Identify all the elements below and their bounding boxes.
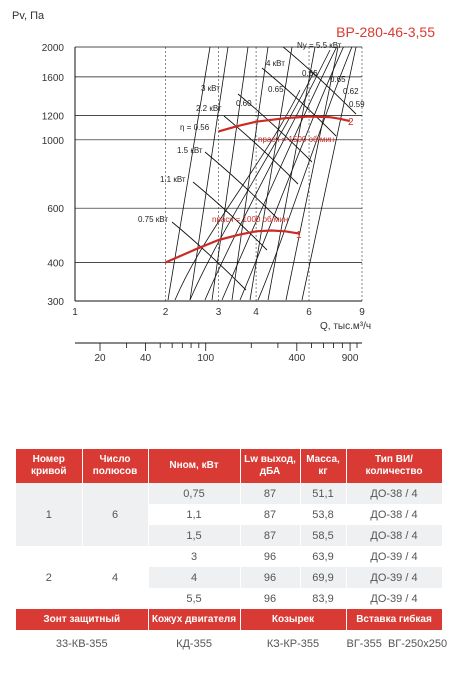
mass-cell: 83,9 [300, 588, 346, 609]
secondary-scale-label: 40 [139, 353, 152, 364]
noise-cell: 96 [240, 567, 300, 588]
y-tick-label: 2000 [41, 43, 64, 54]
efficiency-label: 0.66 [302, 69, 318, 78]
header-poles: Число полюсов [82, 449, 148, 483]
accessory-header-row [16, 609, 442, 630]
curve-1-speed-label: nрасч = 1000 об/мин [212, 215, 289, 224]
plot-labels [138, 41, 365, 241]
x-axis-label: Q, тыс.м³/ч [320, 321, 372, 332]
y-tick-label: 300 [47, 297, 64, 308]
flex-insert-value-2: ВГ-250х250 [387, 638, 448, 650]
efficiency-label: 0.62 [343, 87, 359, 96]
power-cell: 4 [148, 567, 240, 588]
power-label: 4 кВт [266, 59, 285, 68]
noise-cell: 87 [240, 504, 300, 525]
efficiency-label: 0.65 [330, 75, 346, 84]
y-tick-label: 1600 [41, 72, 64, 84]
y-tick-label: 1000 [41, 135, 64, 147]
header-noise: Lw выход, дБА [240, 449, 300, 483]
noise-cell: 96 [240, 588, 300, 609]
noise-cell: 87 [240, 483, 300, 504]
x-tick-label: 9 [359, 307, 365, 318]
vi-type-cell: ДО-39 / 4 [346, 588, 442, 609]
efficiency-label: 0.65 [268, 85, 284, 94]
x-tick-label: 3 [215, 307, 222, 318]
power-cell: 1,1 [148, 504, 240, 525]
power-cell: 3 [148, 546, 240, 567]
y-axis-label: Pv, Па [12, 10, 45, 22]
curve-1-number: 1 [296, 230, 302, 241]
accessory-value-row [16, 630, 442, 658]
power-label: 1.5 кВт [177, 146, 203, 155]
power-label: 2.2 кВт [196, 104, 222, 113]
secondary-scale-label: 20 [94, 353, 106, 364]
mass-cell: 63,9 [300, 546, 346, 567]
power-label: 3 кВт [201, 84, 220, 93]
mass-cell: 69,9 [300, 567, 346, 588]
curve-number-cell: 1 [16, 483, 82, 546]
power-cell: 5,5 [148, 588, 240, 609]
curve-number-cell: 2 [16, 546, 82, 609]
vi-type-cell: ДО-38 / 4 [346, 504, 442, 525]
vi-type-cell: ДО-39 / 4 [346, 546, 442, 567]
header-motor-casing: Кожух двигателя [148, 609, 240, 630]
specification-table [16, 449, 448, 658]
motor-casing-cell: КД-355 [148, 630, 240, 658]
table-row [16, 483, 442, 504]
umbrella-cell: 33-КВ-355 [16, 630, 148, 658]
power-label: 1.1 кВт [160, 175, 186, 184]
mass-cell: 53,8 [300, 504, 346, 525]
efficiency-label: 0.59 [349, 100, 365, 109]
noise-cell: 96 [240, 546, 300, 567]
header-power: Nном, кВт [148, 449, 240, 483]
y-tick-label: 600 [47, 204, 64, 216]
vi-type-cell: ДО-39 / 4 [346, 567, 442, 588]
efficiency-lines [168, 47, 356, 300]
secondary-scale-label: 400 [288, 353, 306, 364]
x-tick-label: 1 [72, 307, 78, 318]
visor-cell: КЗ-КР-355 [240, 630, 346, 658]
fan-curve-line [240, 12, 360, 300]
header-umbrella: Зонт защитный [16, 609, 148, 630]
power-label: 0.75 кВт [138, 215, 169, 224]
header-visor: Козырек [240, 609, 346, 630]
efficiency-label: η = 0.56 [180, 123, 210, 132]
efficiency-line [232, 47, 268, 300]
efficiency-line [302, 47, 356, 300]
power-label: Ny = 5.5 кВт [297, 41, 342, 50]
x-tick-label: 6 [306, 307, 312, 318]
curve-2-speed-label: nрасч = 1500 об/мин [258, 135, 335, 144]
y-tick-label: 1200 [41, 111, 64, 123]
table-row [16, 546, 442, 567]
x-tick-label: 2 [162, 307, 169, 318]
poles-cell: 6 [82, 483, 148, 546]
flex-insert-value: ВГ-355 [346, 638, 382, 650]
poles-cell: 4 [82, 546, 148, 609]
vi-type-cell: ДО-38 / 4 [346, 525, 442, 546]
efficiency-label: 0.60 [236, 99, 252, 108]
power-cell: 1,5 [148, 525, 240, 546]
mass-cell: 58,5 [300, 525, 346, 546]
noise-cell: 87 [240, 525, 300, 546]
secondary-scale-label: 100 [197, 353, 215, 364]
header-vi-type: Тип ВИ/ количество [346, 449, 442, 483]
x-tick-label: 4 [253, 307, 259, 318]
fan-curve-line [222, 30, 345, 300]
curve-2-number: 2 [348, 117, 354, 128]
header-flex-insert: Вставка гибкая [346, 609, 442, 630]
power-cell: 0,75 [148, 483, 240, 504]
chart-title: ВР-280-46-3,55 [336, 24, 435, 40]
header-curve-number: Номер кривой [16, 449, 82, 483]
mass-cell: 51,1 [300, 483, 346, 504]
table-header-row [16, 449, 442, 483]
vi-type-cell: ДО-38 / 4 [346, 483, 442, 504]
flex-insert-cell [346, 630, 448, 658]
y-tick-label: 400 [47, 258, 64, 270]
secondary-scale-label: 900 [341, 353, 359, 364]
header-mass: Масса, кг [300, 449, 346, 483]
